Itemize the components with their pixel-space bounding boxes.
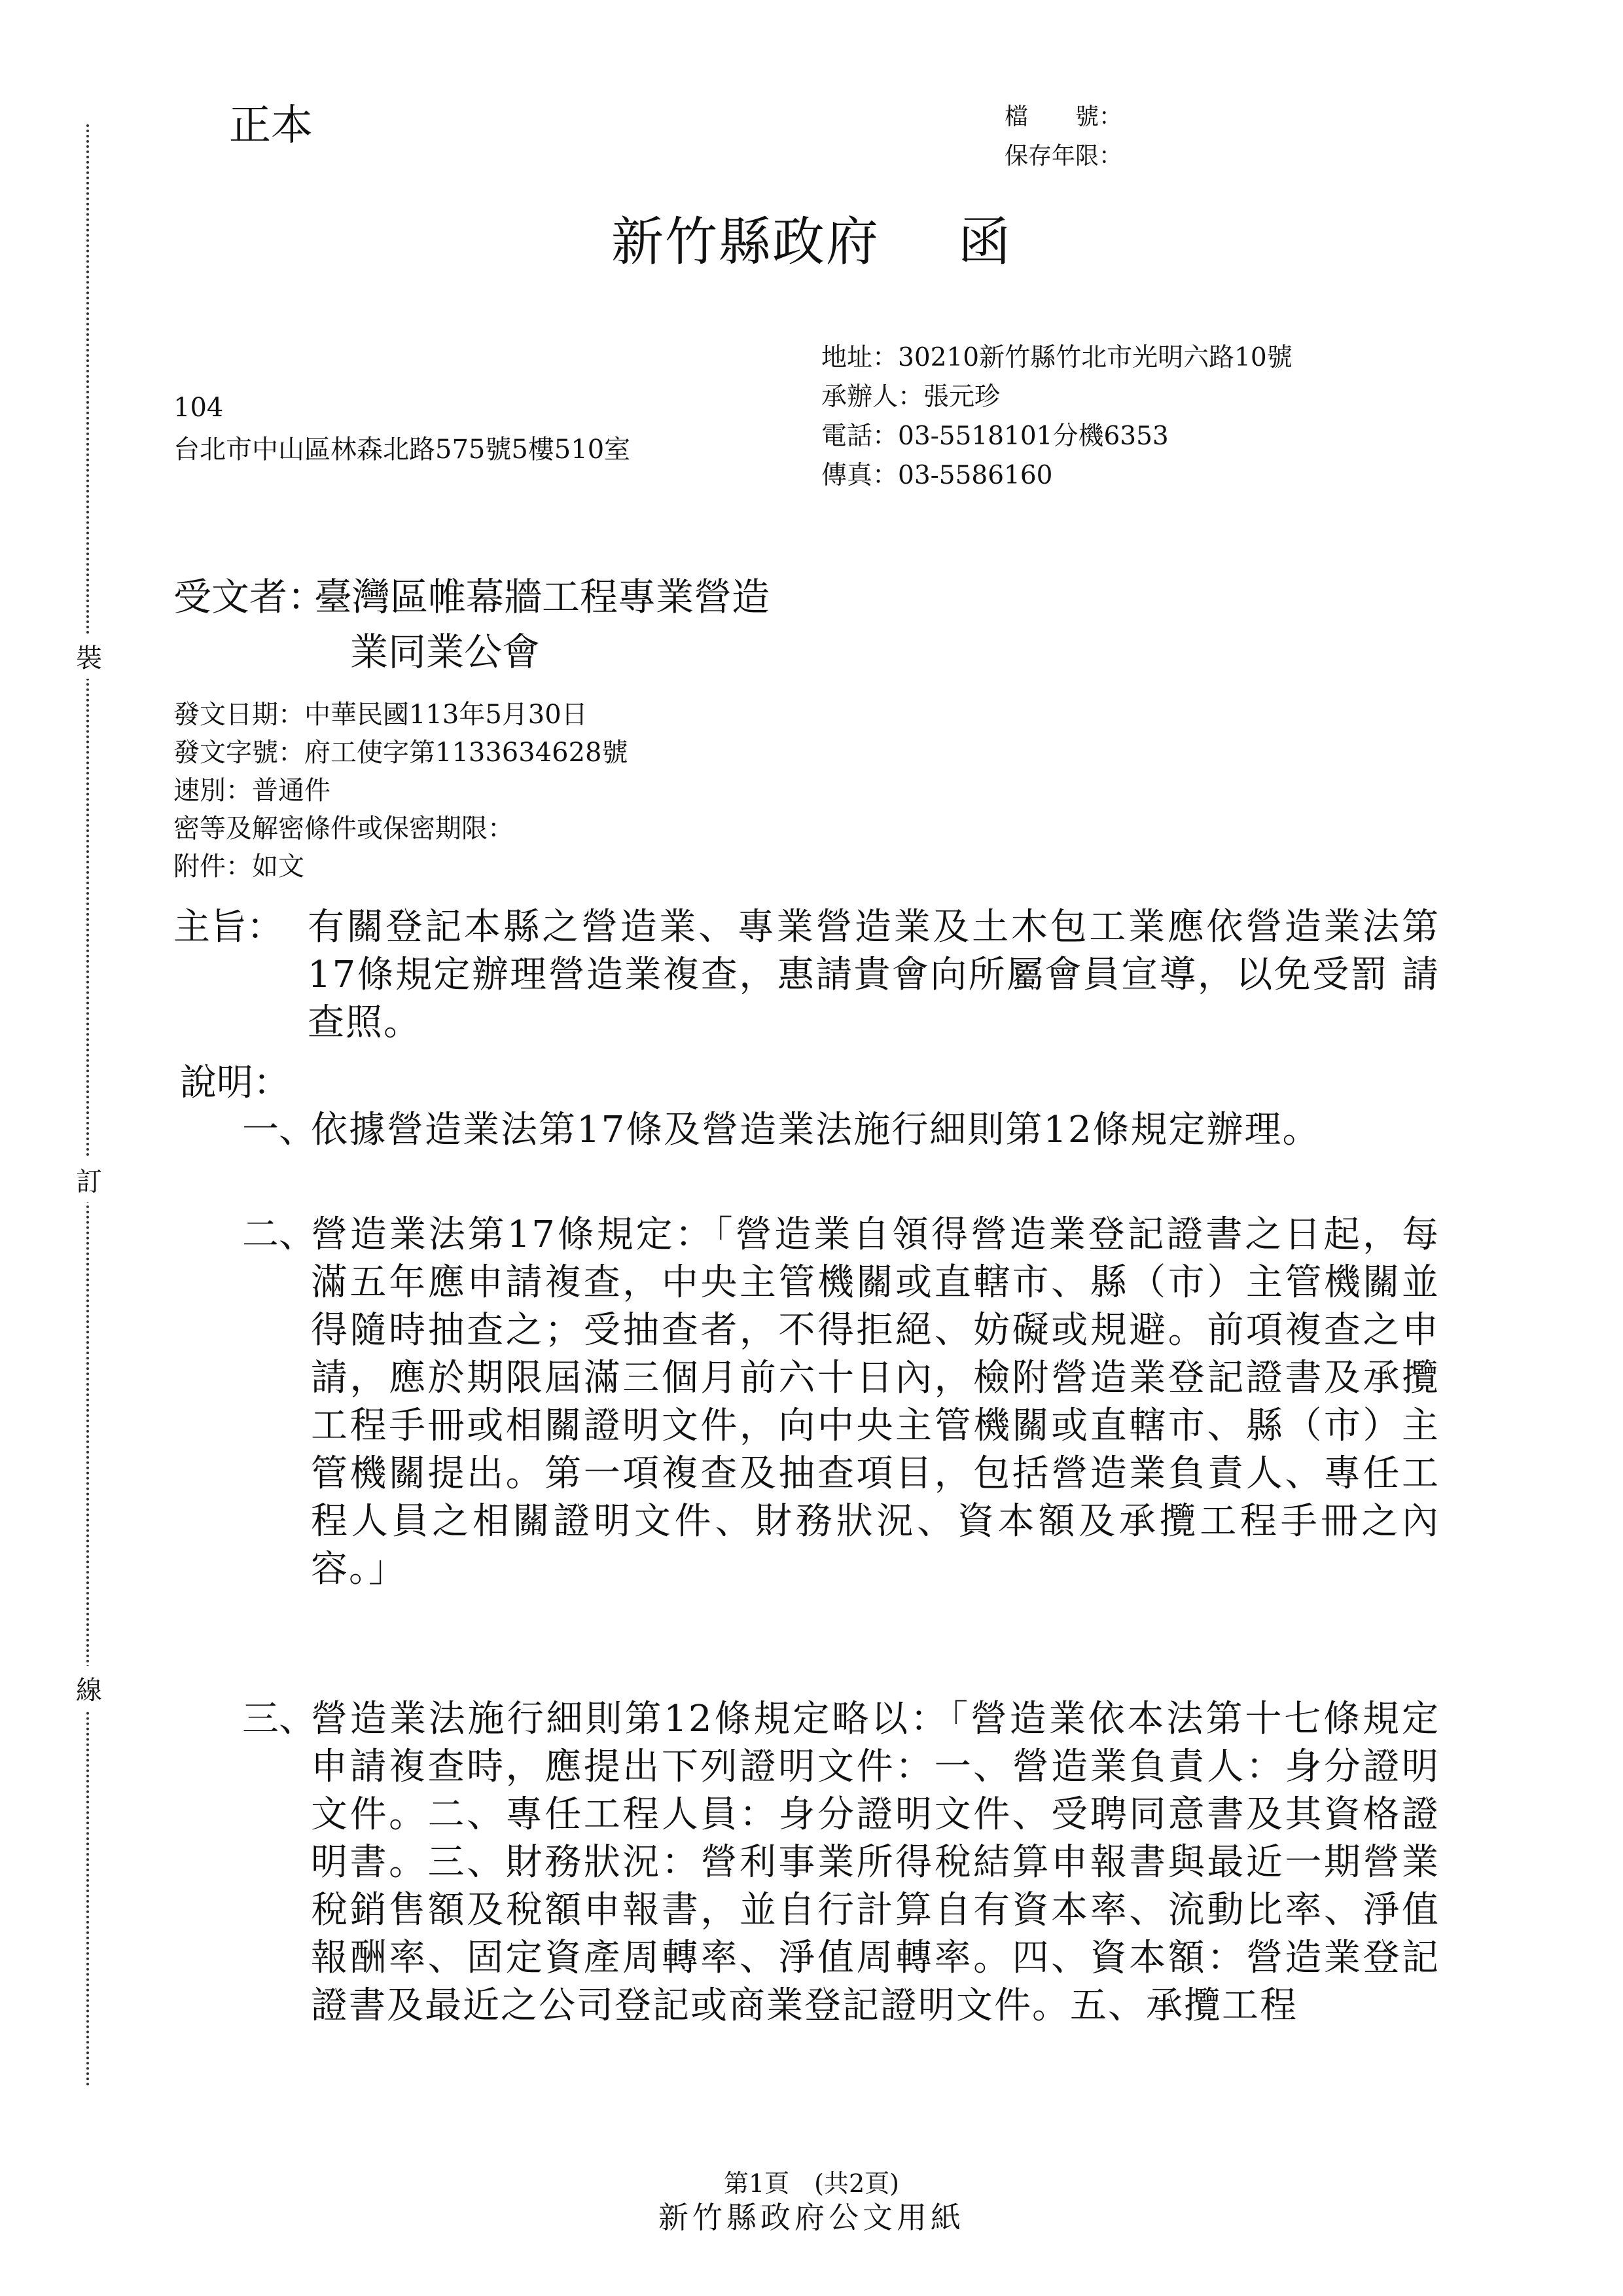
recipient-name-line1: 臺灣區帷幕牆工程專業營造 — [314, 575, 770, 619]
secrecy-level: 密等及解密條件或保密期限： — [173, 814, 514, 844]
explanation-item-text: 營造業法第17條規定：「營造業自領得營造業登記證書之日起，每滿五年應申請複查，中央主管機關或直轄市、縣（市）主管機關並得隨時抽查之；受抽查者，不得拒絕、妨礙或規避。前項複查之申請，應於期限屆滿三個月前六十日內，檢附營造業登記證書及承攬工程手冊或相關證明文件，向中央主管機關或直轄市、縣（市）主管機關提出。第一項複查及抽查項目，包括營造業負責人、專任工程人員之相關證明文件、財務狀況、資本額及承攬工程手冊之內容。」 — [311, 1213, 1440, 1590]
issue-date: 發文日期：中華民國113年5月30日 — [173, 700, 588, 730]
subject-text: 有關登記本縣之營造業、專業營造業及土木包工業應依營造業法第17條規定辦理營造業複查，惠請貴會向所屬會員宣導，以免受罰 請查照。 — [308, 906, 1440, 1044]
title-organization: 新竹縣政府 — [611, 211, 880, 272]
sender-handler: 承辦人：張元珍 — [821, 382, 1001, 412]
binding-margin-char-xian: 線 — [76, 1666, 99, 1711]
original-copy-stamp: 正本 — [229, 101, 313, 150]
explanation-item-text: 依據營造業法第17條及營造業法施行細則第12條規定辦理。 — [311, 1109, 1321, 1151]
recipient-block — [173, 569, 770, 679]
sender-address: 地址：30210新竹縣竹北市光明六路10號 — [821, 343, 1293, 372]
explanation-item-number: 二、 — [242, 1213, 315, 1256]
page-number: 第1頁 (共2頁) — [723, 2169, 899, 2198]
file-number-label: 檔 號： — [1005, 103, 1123, 130]
retention-period-label: 保存年限： — [1005, 143, 1123, 170]
explanation-item-number: 三、 — [242, 1698, 315, 1740]
delivery-speed: 速別：普通件 — [173, 776, 330, 806]
recipient-name-line2: 業同業公會 — [350, 630, 541, 674]
sender-phone: 電話：03-5518101分機6353 — [821, 422, 1169, 451]
recipient-street-address: 台北市中山區林森北路575號5樓510室 — [173, 435, 631, 465]
binding-margin-char-ding: 訂 — [76, 1157, 99, 1202]
binding-margin-dotted-line — [86, 124, 89, 2088]
explanation-item-number: 一、 — [242, 1109, 315, 1151]
explanation-item — [242, 1695, 1440, 2030]
recipient-zip-code: 104 — [173, 393, 224, 423]
official-paper-footer: 新竹縣政府公文用紙 — [658, 2200, 965, 2235]
binding-margin-char-zhuang: 裝 — [76, 634, 99, 679]
document-title — [0, 200, 1623, 275]
attachment: 附件：如文 — [173, 852, 304, 882]
recipient-label: 受文者： — [173, 575, 326, 619]
sender-fax: 傳真：03-5586160 — [821, 461, 1053, 490]
document-number: 發文字號：府工使字第1133634628號 — [173, 738, 628, 768]
explanation-label: 說明： — [180, 1062, 290, 1104]
title-document-type: 函 — [958, 211, 1012, 272]
explanation-item-text: 營造業法施行細則第12條規定略以：「營造業依本法第十七條規定申請複查時，應提出下列證明文件：一、營造業負責人：身分證明文件。二、專任工程人員：身分證明文件、受聘同意書及其資格證明書。三、財務狀況：營利事業所得稅結算申報書與最近一期營業稅銷售額及稅額申報書，並自行計算自有資本率、流動比率、淨值報酬率、固定資產周轉率、淨值周轉率。四、資本額：營造業登記證書及最近之公司登記或商業登記證明文件。五、承攬工程 — [311, 1698, 1440, 2027]
explanation-item — [242, 1106, 1440, 1154]
subject-label: 主旨： — [173, 906, 283, 948]
subject-section — [173, 903, 1440, 1047]
explanation-item — [242, 1211, 1440, 1593]
